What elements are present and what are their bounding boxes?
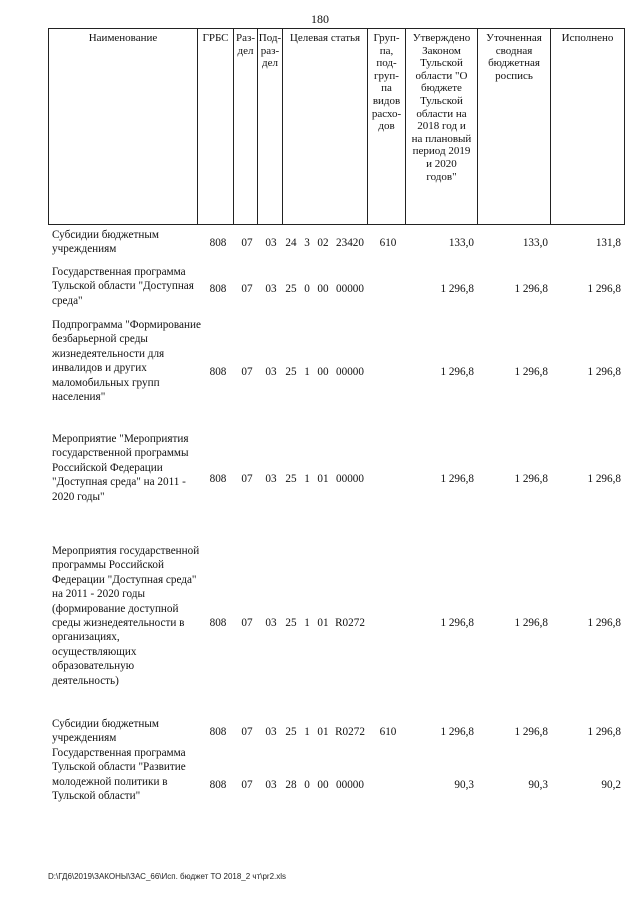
row-target-program: 25 bbox=[285, 726, 297, 738]
row-target-program: 25 bbox=[285, 473, 297, 485]
row-podrazdel: 03 bbox=[265, 283, 277, 295]
row-target-code: 00000 bbox=[336, 366, 364, 378]
row-target-subprogram: 0 bbox=[304, 283, 310, 295]
row-razdel: 07 bbox=[241, 237, 253, 249]
row-grbs: 808 bbox=[209, 779, 227, 791]
row-refined: 90,3 bbox=[528, 779, 548, 791]
row-target-event: 00 bbox=[317, 366, 329, 378]
row-executed: 1 296,8 bbox=[587, 366, 621, 378]
row-target-event: 00 bbox=[317, 779, 329, 791]
row-approved: 90,3 bbox=[454, 779, 474, 791]
row-podrazdel: 03 bbox=[265, 617, 277, 629]
row-approved: 133,0 bbox=[448, 237, 474, 249]
row-name: Мероприятия государственной программы Российской Федерации "Доступная среда" на 2011 - 2020 годы (формирование доступной среды жизнедеятельности в организациях, осуществляющих образовательную деятельность) bbox=[52, 545, 200, 687]
row-target-subprogram: 1 bbox=[304, 617, 310, 629]
row-target-subprogram: 1 bbox=[304, 366, 310, 378]
header-approved: Утверждено Законом Тульской области "О бюджете Тульской области на 2018 год и на плановый период 2019 и 2020 годов" bbox=[406, 28, 478, 225]
row-razdel: 07 bbox=[241, 726, 253, 738]
row-executed: 1 296,8 bbox=[587, 473, 621, 485]
header-name: Наименование bbox=[48, 28, 198, 225]
row-target-code: 00000 bbox=[336, 473, 364, 485]
header-target: Целевая статья bbox=[283, 28, 368, 225]
row-executed: 1 296,8 bbox=[587, 726, 621, 738]
row-target-event: 01 bbox=[317, 726, 329, 738]
row-razdel: 07 bbox=[241, 473, 253, 485]
row-razdel: 07 bbox=[241, 617, 253, 629]
row-vr: 610 bbox=[379, 726, 397, 738]
row-target-event: 00 bbox=[317, 283, 329, 295]
row-name: Подпрограмма "Формирование безбарьерной среды жизнедеятельности для инвалидов и других маломобильных групп населения" bbox=[52, 319, 201, 404]
row-podrazdel: 03 bbox=[265, 473, 277, 485]
row-grbs: 808 bbox=[209, 237, 227, 249]
row-refined: 1 296,8 bbox=[514, 283, 548, 295]
row-target-program: 25 bbox=[285, 366, 297, 378]
row-approved: 1 296,8 bbox=[440, 617, 474, 629]
header-grbs: ГРБС bbox=[198, 28, 234, 225]
row-refined: 1 296,8 bbox=[514, 473, 548, 485]
row-target-code: R0272 bbox=[335, 617, 365, 629]
row-name: Субсидии бюджетным учреждениям bbox=[52, 718, 159, 745]
row-vr: 610 bbox=[379, 237, 397, 249]
row-target-event: 02 bbox=[317, 237, 329, 249]
row-razdel: 07 bbox=[241, 366, 253, 378]
file-path-footer: D:\ГД6\2019\ЗАКОНЫ\ЗАС_66\Исп. бюджет ТО 2018_2 чт\pr2.xls bbox=[48, 872, 287, 881]
row-refined: 133,0 bbox=[522, 237, 548, 249]
row-approved: 1 296,8 bbox=[440, 283, 474, 295]
row-refined: 1 296,8 bbox=[514, 726, 548, 738]
row-target-code: R0272 bbox=[335, 726, 365, 738]
row-target-code: 23420 bbox=[336, 237, 364, 249]
row-name: Государственная программа Тульской области "Доступная среда" bbox=[52, 266, 194, 307]
row-target-event: 01 bbox=[317, 473, 329, 485]
row-refined: 1 296,8 bbox=[514, 366, 548, 378]
row-target-event: 01 bbox=[317, 617, 329, 629]
row-target-code: 00000 bbox=[336, 779, 364, 791]
row-approved: 1 296,8 bbox=[440, 726, 474, 738]
row-grbs: 808 bbox=[209, 366, 227, 378]
header-razdel: Раз- дел bbox=[234, 28, 258, 225]
row-target-subprogram: 3 bbox=[304, 237, 310, 249]
row-executed: 131,8 bbox=[595, 237, 621, 249]
row-target-subprogram: 0 bbox=[304, 779, 310, 791]
row-name: Государственная программа Тульской области "Развитие молодежной политики в Тульской области" bbox=[52, 747, 186, 803]
header-refined: Уточненная сводная бюджетная роспись bbox=[478, 28, 551, 225]
row-executed: 1 296,8 bbox=[587, 617, 621, 629]
row-grbs: 808 bbox=[209, 726, 227, 738]
row-approved: 1 296,8 bbox=[440, 473, 474, 485]
row-grbs: 808 bbox=[209, 617, 227, 629]
row-target-subprogram: 1 bbox=[304, 473, 310, 485]
row-name: Субсидии бюджетным учреждениям bbox=[52, 229, 159, 256]
row-refined: 1 296,8 bbox=[514, 617, 548, 629]
row-grbs: 808 bbox=[209, 473, 227, 485]
row-executed: 1 296,8 bbox=[587, 283, 621, 295]
header-podrazdel: Под- раз- дел bbox=[258, 28, 283, 225]
row-target-subprogram: 1 bbox=[304, 726, 310, 738]
row-target-program: 24 bbox=[285, 237, 297, 249]
row-razdel: 07 bbox=[241, 779, 253, 791]
row-target-program: 28 bbox=[285, 779, 297, 791]
row-target-program: 25 bbox=[285, 617, 297, 629]
row-podrazdel: 03 bbox=[265, 237, 277, 249]
row-executed: 90,2 bbox=[601, 779, 621, 791]
row-name: Мероприятие "Мероприятия государственной программы Российской Федерации "Доступная среда" на 2011 - 2020 годы" bbox=[52, 433, 189, 503]
row-target-program: 25 bbox=[285, 283, 297, 295]
row-podrazdel: 03 bbox=[265, 779, 277, 791]
row-razdel: 07 bbox=[241, 283, 253, 295]
header-vr: Груп- па, под- груп- па видов расхо- дов bbox=[368, 28, 406, 225]
header-executed: Исполнено bbox=[551, 28, 625, 225]
row-podrazdel: 03 bbox=[265, 366, 277, 378]
page-number: 180 bbox=[311, 12, 329, 26]
row-grbs: 808 bbox=[209, 283, 227, 295]
row-podrazdel: 03 bbox=[265, 726, 277, 738]
row-approved: 1 296,8 bbox=[440, 366, 474, 378]
row-target-code: 00000 bbox=[336, 283, 364, 295]
